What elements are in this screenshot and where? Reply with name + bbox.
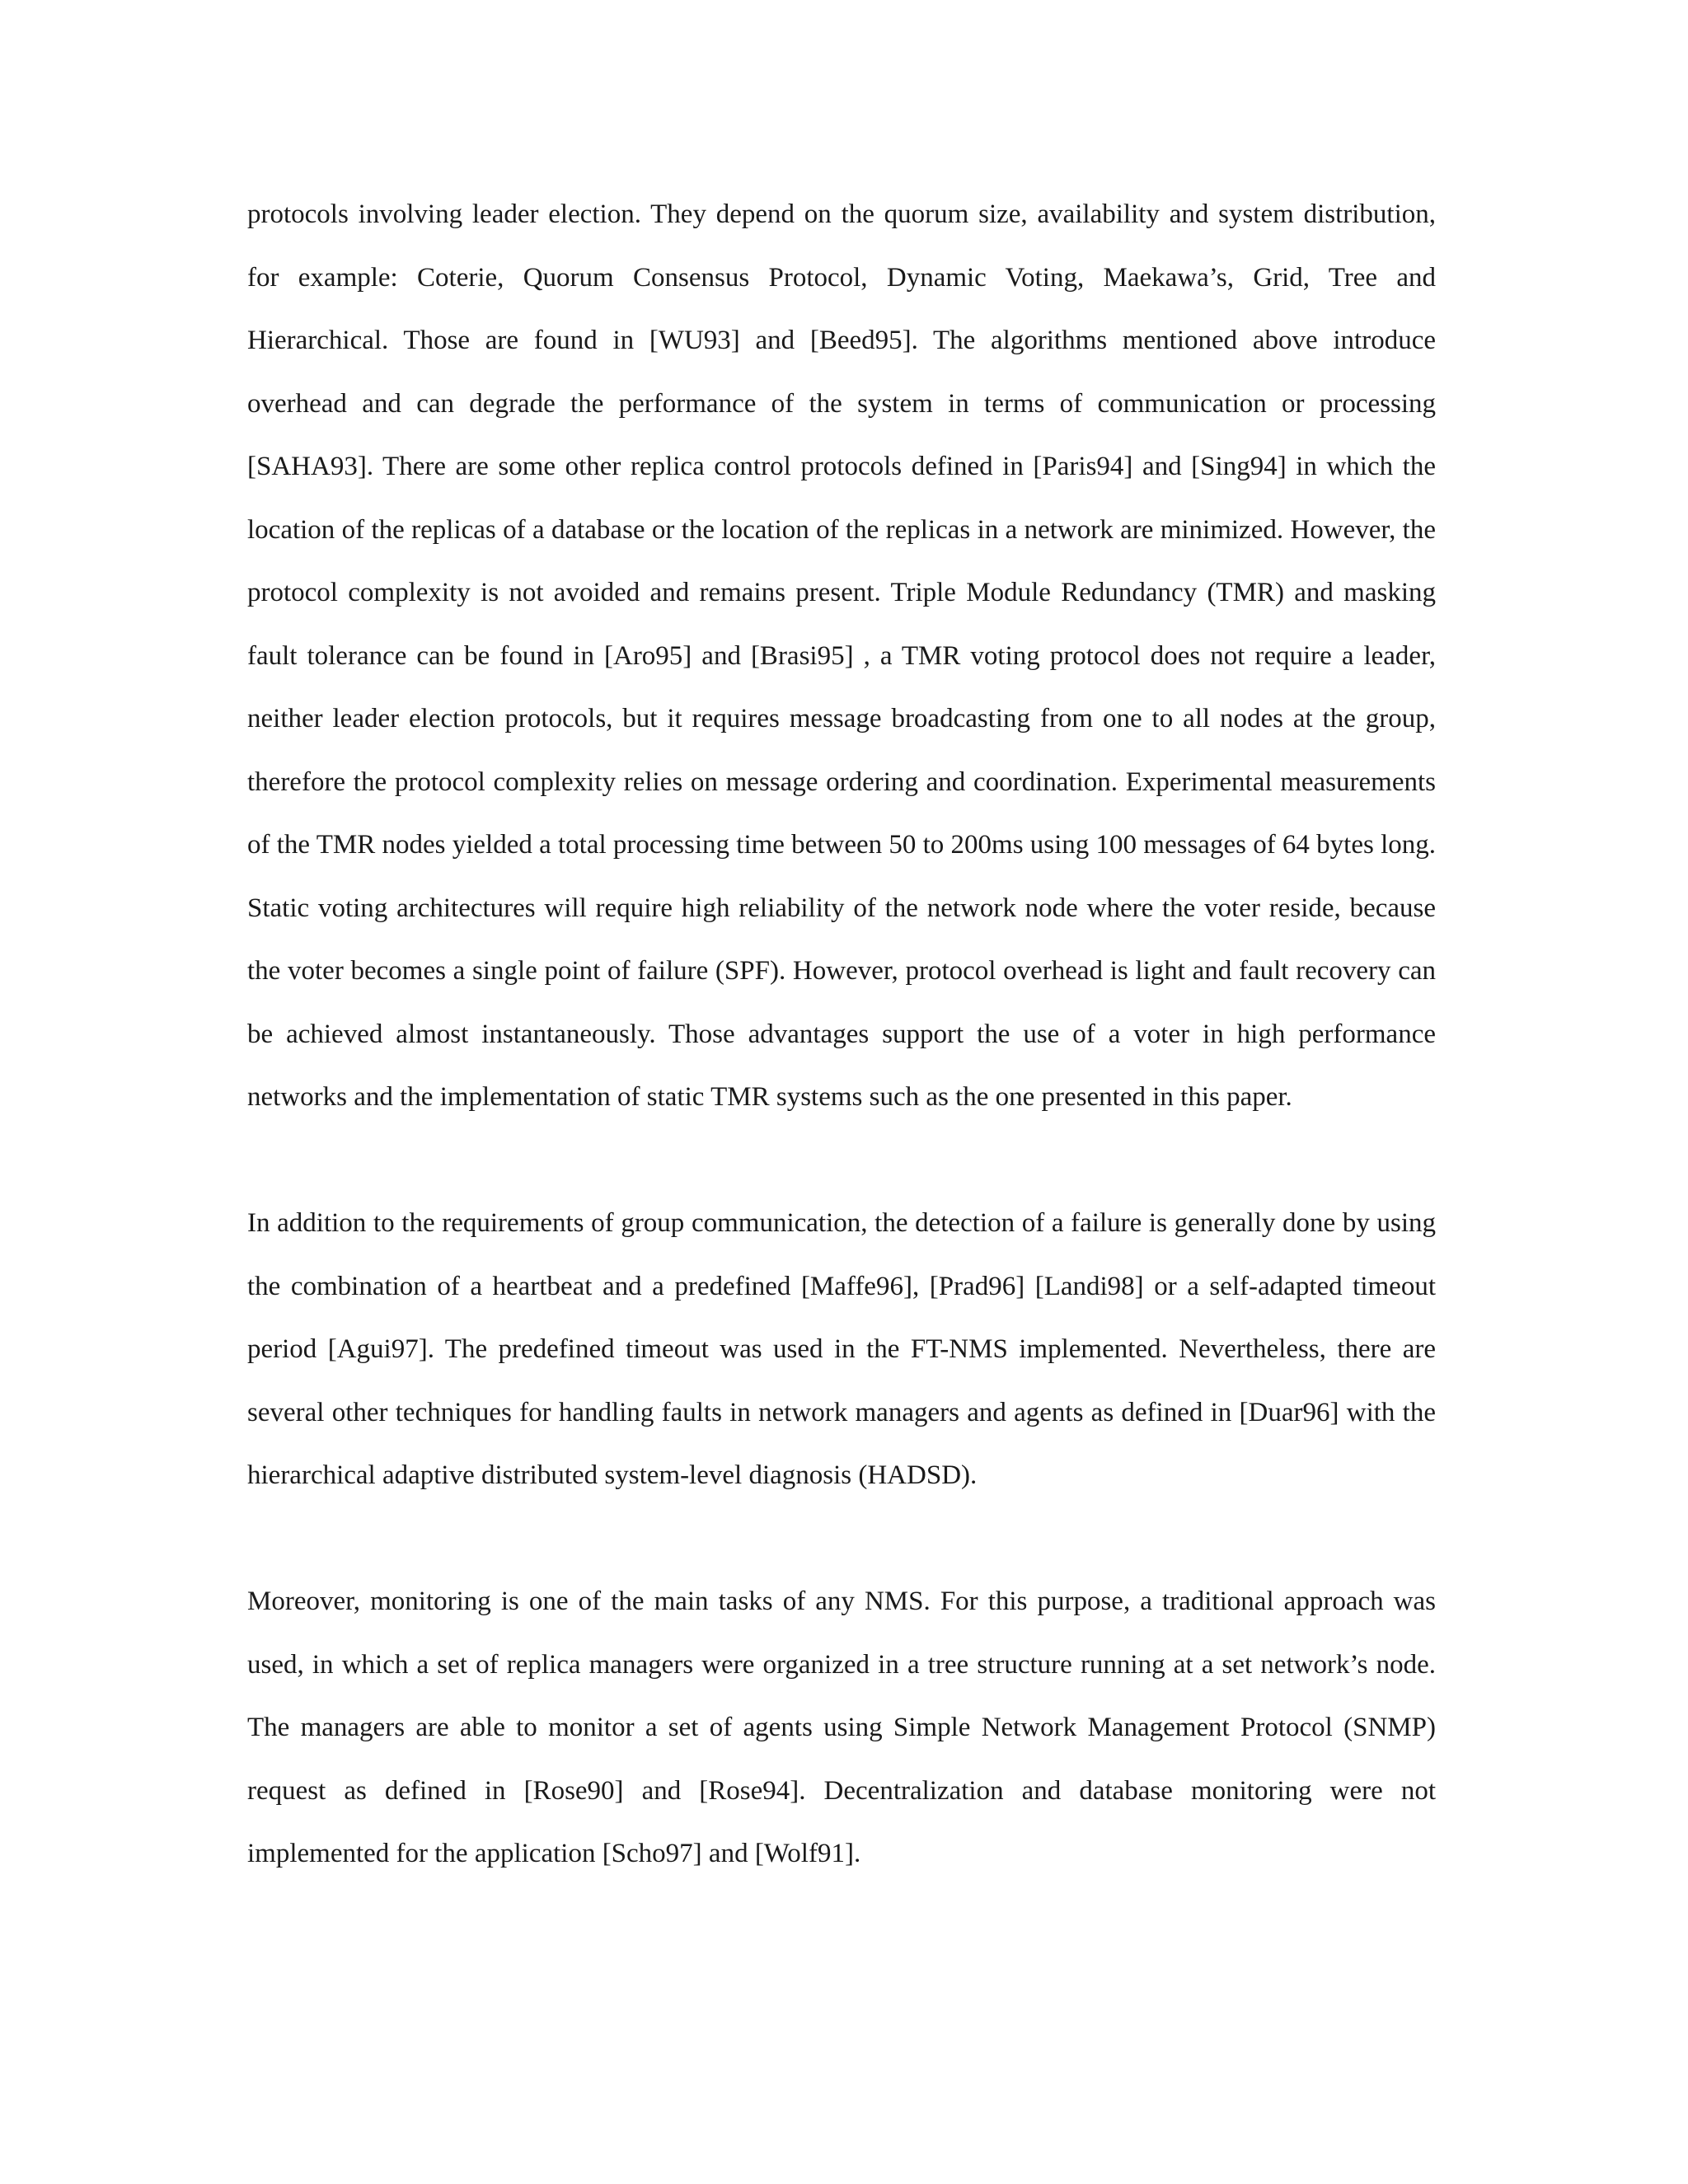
paragraph-monitoring: Moreover, monitoring is one of the main tasks of any NMS. For this purpose, a traditional approach was used, in which a set of replica managers were organized in a tree structure running at a set network’s node. The managers are able to monitor a set of agents using Simple Network Management Protocol (SNMP) request as defined in [Rose90] and [Rose94]. Decentralization and database monitoring were not implemented for the application [Scho97] and [Wolf91]. [247, 1586, 1436, 1868]
paragraph-failure-detection: In addition to the requirements of group communication, the detection of a failure is generally done by using the combination of a heartbeat and a predefined [Maffe96], [Prad96] [Landi98] or a self-adapted timeout period [Agui97]. The predefined timeout was used in the FT-NMS implemented. Nevertheless, there are several other techniques for handling faults in network managers and agents as defined in [Duar96] with the hierarchical adaptive distributed system-level diagnosis (HADSD). [247, 1208, 1436, 1490]
paragraph-replica-protocols: protocols involving leader election. They depend on the quorum size, availability and system distribution, for example: Coterie, Quorum Consensus Protocol, Dynamic Voting, Maekawa’s, Grid, Tree and Hierarchical. Those are found in [WU93] and [Beed95]. The algorithms mentioned above introduce overhead and can degrade the performance of the system in terms of communication or processing [SAHA93]. There are some other replica control protocols defined in [Paris94] and [Sing94] in which the location of the replicas of a database or the location of the replicas in a network are minimized. However, the protocol complexity is not avoided and remains present. Triple Module Redundancy (TMR) and masking fault tolerance can be found in [Aro95] and [Brasi95] , a TMR voting protocol does not require a leader, neither leader election protocols, but it requires message broadcasting from one to all nodes at the group, therefore the protocol complexity relies on message ordering and coordination. Experimental measurements of the TMR nodes yielded a total processing time between 50 to 200ms using 100 messages of 64 bytes long. Static voting architectures will require high reliability of the network node where the voter reside, because the voter becomes a single point of failure (SPF). However, protocol overhead is light and fault recovery can be achieved almost instantaneously. Those advantages support the use of a voter in high performance networks and the implementation of static TMR systems such as the one presented in this paper. [247, 199, 1437, 1112]
document-page [247, 183, 1436, 1886]
